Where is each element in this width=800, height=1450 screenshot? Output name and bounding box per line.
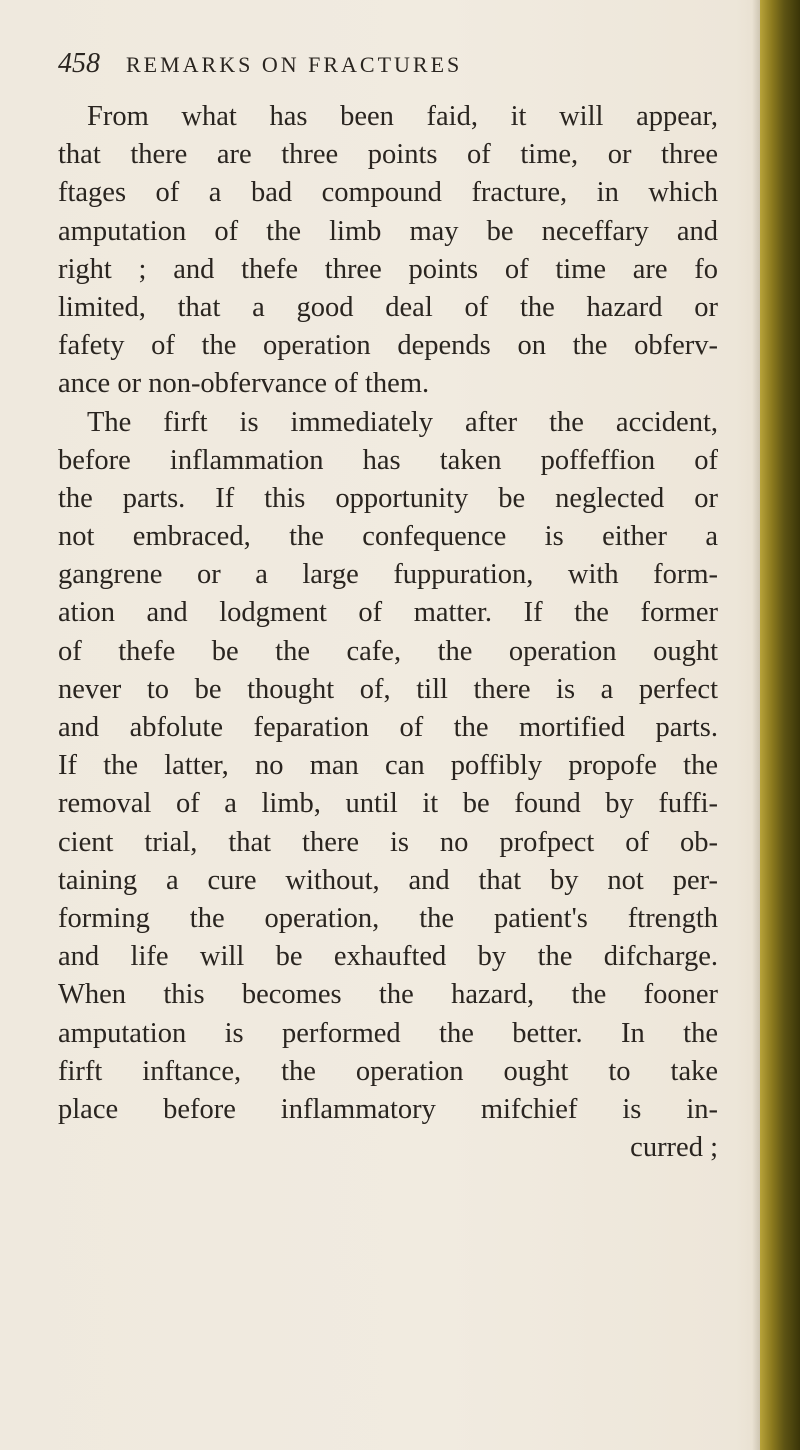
text-line: When this becomes the hazard, the fooner — [58, 979, 718, 1011]
page-gutter-shadow — [752, 0, 760, 1450]
gilded-page-edge — [760, 0, 800, 1450]
text-line: place before inflammatory mifchief is in- — [58, 1093, 718, 1125]
text-line: cient trial, that there is no profpect of ob- — [58, 826, 718, 858]
text-line: the parts. If this opportunity be neglected or — [58, 482, 718, 514]
text-line: of thefe be the cafe, the operation ought — [58, 635, 718, 667]
text-line: gangrene or a large fuppuration, with form- — [58, 559, 718, 591]
text-line: The firft is immediately after the accident, — [87, 406, 718, 438]
body-text — [58, 98, 718, 1167]
running-head: REMARKS ON FRACTURES — [126, 52, 463, 77]
text-line: From what has been faid, it will appear, — [87, 101, 718, 132]
page-number: 458 — [58, 48, 100, 79]
text-line: If the latter, no man can poffibly propofe the — [58, 750, 718, 782]
text-line: ation and lodgment of matter. If the former — [58, 597, 718, 629]
text-line: not embraced, the confequence is either a — [58, 521, 718, 553]
page-header — [58, 48, 618, 88]
text-line: amputation is performed the better. In the — [58, 1017, 718, 1049]
text-line: and abfolute feparation of the mortified parts. — [58, 712, 718, 743]
text-line: right ; and thefe three points of time are fo — [58, 253, 718, 285]
text-line: that there are three points of time, or three — [58, 139, 718, 171]
text-line: firft inftance, the operation ought to take — [58, 1055, 718, 1087]
text-line: removal of a limb, until it be found by fuffi- — [58, 788, 718, 820]
text-line: taining a cure without, and that by not per- — [58, 864, 718, 896]
text-line: never to be thought of, till there is a perfect — [58, 673, 718, 705]
text-line: limited, that a good deal of the hazard or — [58, 291, 718, 323]
text-line: amputation of the limb may be neceffary and — [58, 215, 718, 247]
text-line: ance or non-obfervance of them. — [58, 368, 430, 400]
text-line: before inflammation has taken poffeffion of — [58, 444, 718, 476]
catchword-line: curred ; — [630, 1132, 718, 1164]
text-line: forming the operation, the patient's ftrength — [58, 902, 718, 934]
text-line: and life will be exhaufted by the difcharge. — [58, 941, 718, 973]
text-line: ftages of a bad compound fracture, in which — [58, 177, 718, 209]
text-line: fafety of the operation depends on the obferv- — [58, 330, 718, 362]
